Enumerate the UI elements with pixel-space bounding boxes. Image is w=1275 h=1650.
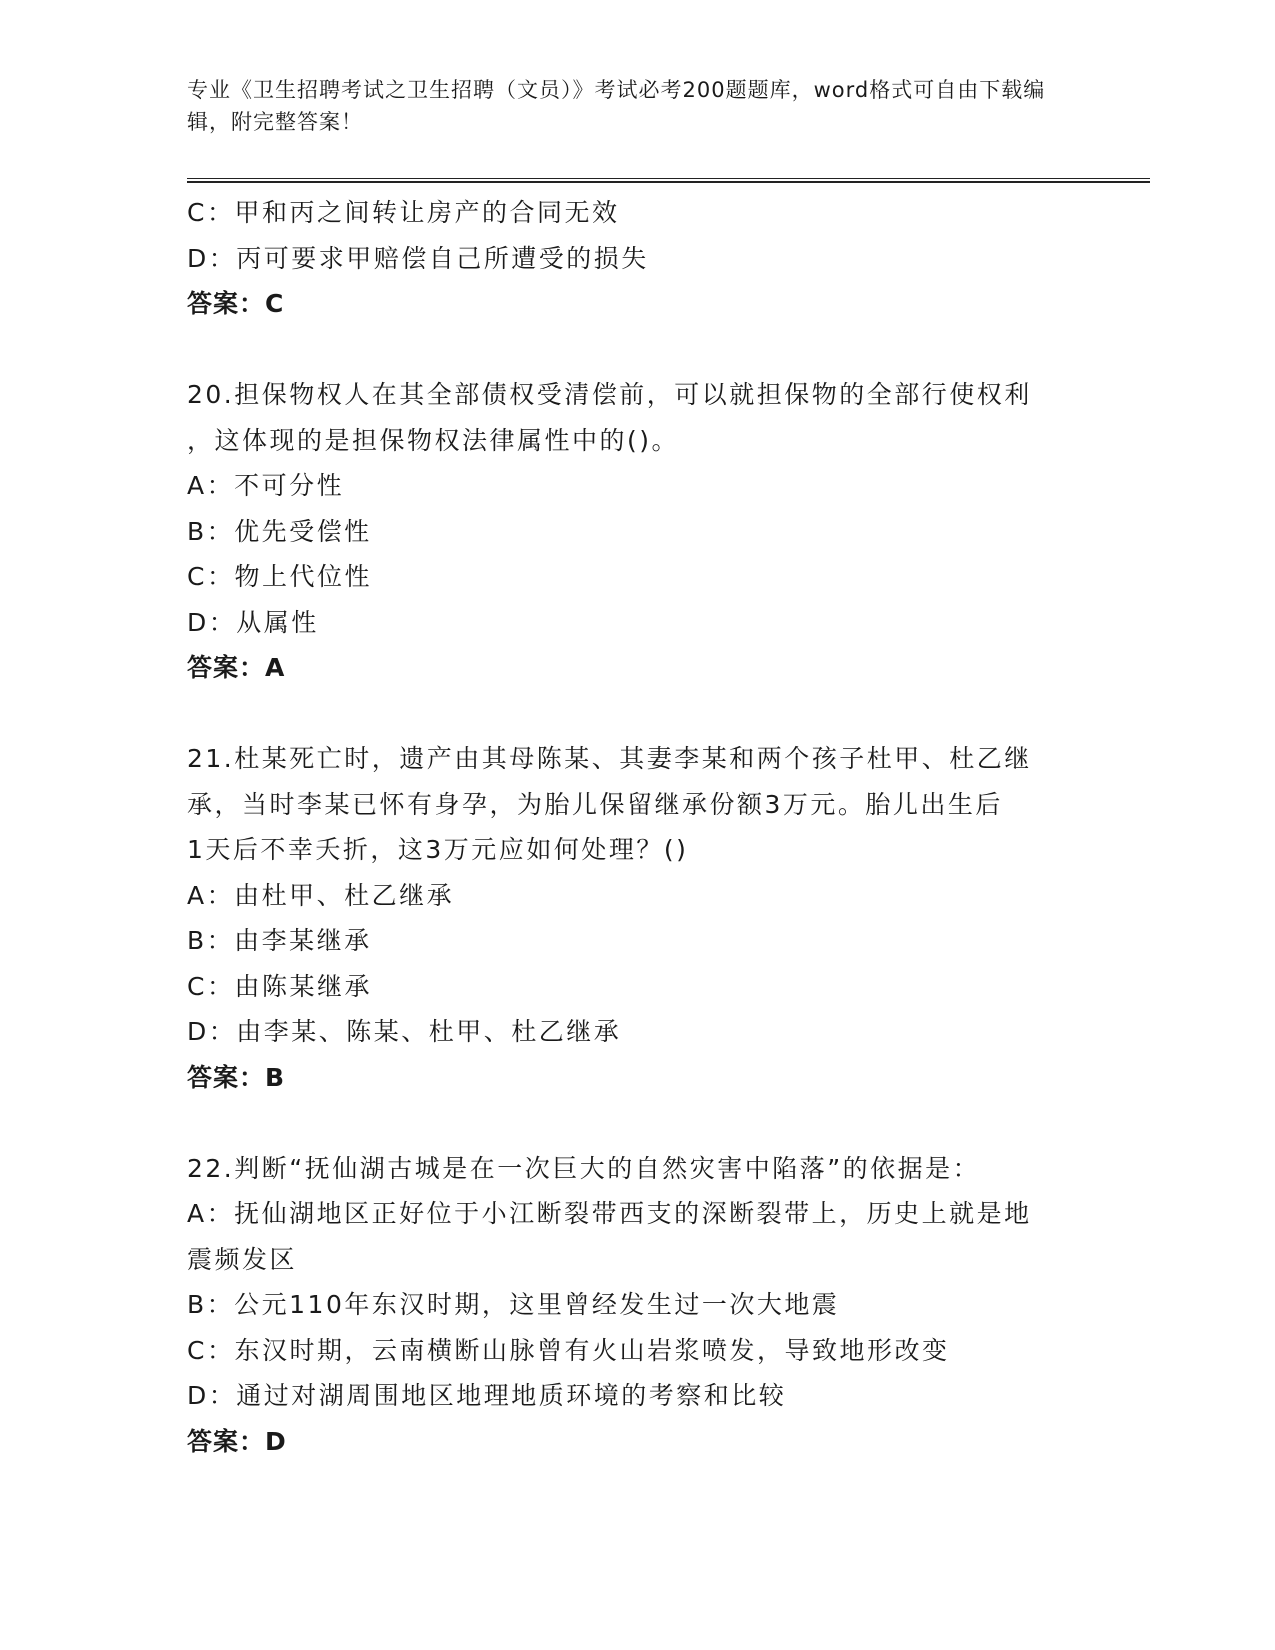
question-stem: ，这体现的是担保物权法律属性中的()。 — [187, 425, 680, 455]
option-c: C：由陈某继承 — [187, 971, 372, 1001]
question-stem: 1天后不幸夭折，这3万元应如何处理？() — [187, 835, 689, 864]
question-stem: 20.担保物权人在其全部债权受清偿前，可以就担保物的全部行使权利 — [187, 380, 1032, 409]
option-b: B：由李某继承 — [187, 926, 372, 955]
question-stem: 22.判断“抚仙湖古城是在一次巨大的自然灾害中陷落”的依据是： — [187, 1153, 981, 1183]
option-c: C：物上代位性 — [187, 562, 372, 591]
document-body — [187, 190, 1107, 1464]
question-22 — [187, 1146, 1107, 1465]
option-a: A：不可分性 — [187, 471, 345, 500]
option-b: B：优先受偿性 — [187, 516, 372, 546]
question-20 — [187, 372, 1107, 691]
option-d: D：从属性 — [187, 607, 319, 637]
option-c: C：甲和丙之间转让房产的合同无效 — [187, 198, 620, 227]
header-divider — [187, 178, 1150, 183]
option-d: D：由李某、陈某、杜甲、杜乙继承 — [187, 1017, 622, 1046]
spacer — [187, 327, 1107, 373]
question-stem: 承，当时李某已怀有身孕，为胎儿保留继承份额3万元。胎儿出生后 — [187, 789, 1003, 819]
document-header: 专业《卫生招聘考试之卫生招聘（文员）》考试必考200题题库，word格式可自由下载编辑，附完整答案！ — [187, 78, 1046, 134]
answer-line: 答案：B — [187, 1062, 286, 1092]
continued-question — [187, 190, 1107, 327]
option-b: B：公元110年东汉时期，这里曾经发生过一次大地震 — [187, 1290, 840, 1319]
option-a: A：由杜甲、杜乙继承 — [187, 880, 455, 910]
option-a: A：抚仙湖地区正好位于小江断裂带西支的深断裂带上，历史上就是地 — [187, 1199, 1032, 1228]
spacer — [187, 1100, 1107, 1146]
question-stem: 21.杜某死亡时，遗产由其母陈某、其妻李某和两个孩子杜甲、杜乙继 — [187, 744, 1032, 773]
option-a-continued: 震频发区 — [187, 1244, 298, 1274]
option-d: D：通过对湖周围地区地理地质环境的考察和比较 — [187, 1381, 787, 1410]
answer-line: 答案：A — [187, 653, 286, 682]
answer-line: 答案：D — [187, 1426, 287, 1456]
option-d: D：丙可要求甲赔偿自己所遭受的损失 — [187, 243, 649, 273]
answer-line: 答案：C — [187, 289, 285, 318]
spacer — [187, 691, 1107, 737]
option-c: C：东汉时期，云南横断山脉曾有火山岩浆喷发，导致地形改变 — [187, 1335, 950, 1365]
question-21 — [187, 736, 1107, 1100]
